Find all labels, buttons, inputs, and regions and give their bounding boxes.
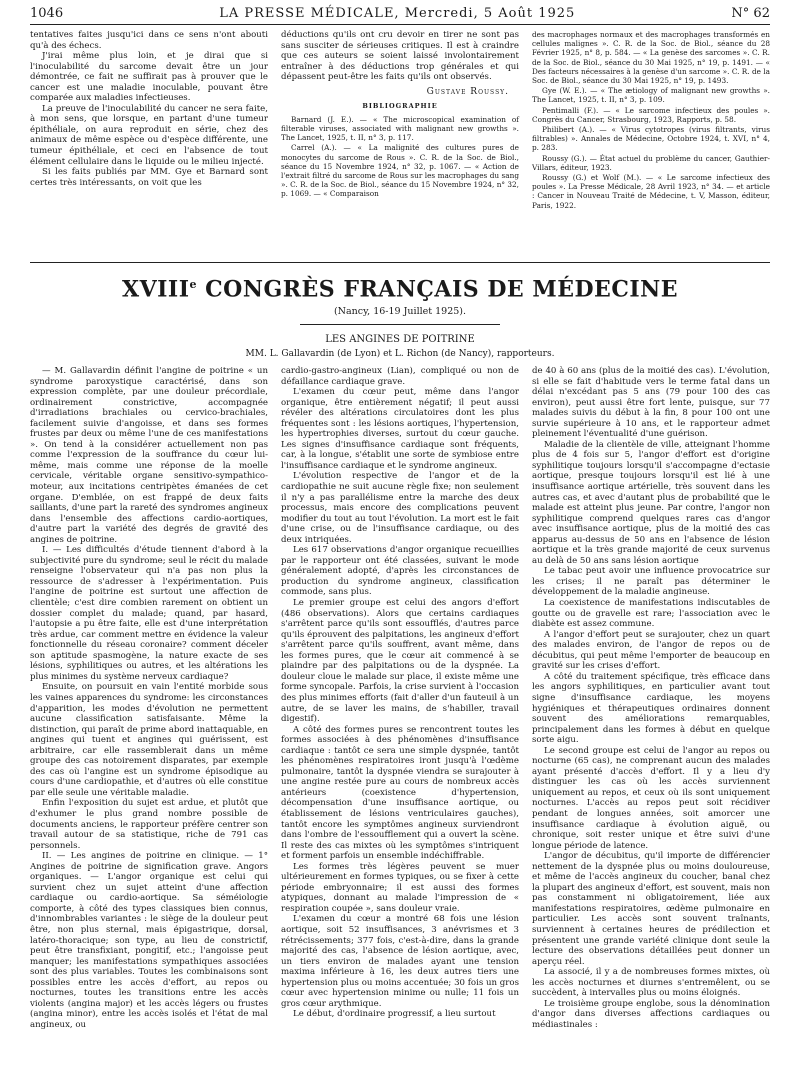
paragraph: A côté du traitement spécifique, très efficace dans les angors syphilitiques, en particulier avant tout signe d'insuffisance cardiaque, les moyens hygiéniques et thérapeutiques ordinaires donnent souvent des améliorations remarquables, principalement dans les formes à début en quelque sorte aigu. xyxy=(532,671,770,746)
top-column-1 xyxy=(30,30,268,188)
paragraph: tentatives faites jusqu'ici dans ce sens n'ont abouti qu'à des échecs. xyxy=(30,30,268,51)
paragraph: des macrophages normaux et des macrophages transformés en cellules malignes ». C. R. de la Soc. de Biol., séance du 28 Février 1925, n° 8, p. 584. — « La genèse des sarcomes ». C. R. de la Soc. de Biol., séance du 30 Mai 1925, n° 19, p. 1491. — « Des facteurs nécessaires à la genèse d'un sarcome ». C. R. de la Soc. de Biol., séance du 30 Mai 1925, n° 19, p. 1493. xyxy=(532,30,770,86)
paragraph: Si les faits publiés par MM. Gye et Barnard sont certes très intéressants, on voit que les xyxy=(30,167,268,188)
paragraph: Les formes très légères peuvent se muer ultérieurement en formes typiques, ou se fixer à cette période embryonnaire; il est aussi des formes atypiques, donnant au malade l'impression de « respiration coupée », sans douleur vraie. xyxy=(281,861,519,914)
paragraph: Maladie de la clientèle de ville, atteignant l'homme plus de 4 fois sur 5, l'angor d'effort est d'origine syphilitique toujours lorsqu'il s'accompagne d'ectasie aortique, presque toujours lorsqu'il est lié à une insuffisance aortique artérielle, très souvent dans les autres cas, et avec d'autant plus de probabilité que le malade est atteint plus jeune. Par contre, l'angor non syphilitique comprend quelques rares cas d'angor avec insuffisance aortique, plus de la moitié des cas apparus au-dessus de 50 ans en l'absence de lésion aortique et la très grande majorité de ceux survenus au delà de 50 ans sans lésion aortique xyxy=(532,439,770,566)
paragraph: Les 617 observations d'angor organique recueillies par le rapporteur ont été classées, suivant le mode généralement adopté, d'après les circonstances de production du syndrome angineux, classification commode, sans plus. xyxy=(281,545,519,598)
paragraph: La associé, il y a de nombreuses formes mixtes, où les accès nocturnes et diurnes s'entremêlent, ou se succèdent, à intervalles plus ou moins éloignés. xyxy=(532,967,770,999)
rapporteurs-line: MM. L. Gallavardin (de Lyon) et L. Richon (de Nancy), rapporteurs. xyxy=(245,349,555,359)
paragraph: Enfin l'exposition du sujet est ardue, et plutôt que d'exhumer le plus grand nombre possible de documents anciens, le rapporteur préfère centrer son travail autour de sa statistique, riche de 791 cas personnels. xyxy=(30,798,268,851)
paragraph: Philibert (A.). — « Virus cytotropes (virus filtrants, virus filtrables) ». Annales de Médecine, Octobre 1924, t. XVI, n° 4, p. 283. xyxy=(532,125,770,153)
main-column-3 xyxy=(532,366,770,1030)
main-column-1 xyxy=(30,366,268,1030)
paragraph: de 40 à 60 ans (plus de la moitié des cas). L'évolution, si elle se fait d'habitude vers le terme fatal dans un délai n'excédant pas 5 ans (79 pour 100 des cas environ), peut aussi être fort lente, puisque, sur 77 malades suivis du début à la fin, 8 pour 100 ont une survie supérieure à 10 ans, et le rapporteur admet pleinement l'éventualité d'une guérison. xyxy=(532,366,770,440)
bibliography-title: BIBLIOGRAPHIE xyxy=(362,102,438,111)
paragraph: II. — Les angines de poitrine en clinique. — 1° Angines de poitrine de signification grave. Angors organiques. — L'angor organique est celui qui survient chez un sujet atteint d'une affection cardiaque ou cardio-aortique. Sa séméiologie comporte, à côté des types classiques bien connus, d'innombrables variantes : le siège de la douleur peut être, non plus sternal, mais épigastrique, dorsal, latéro-thoracique; son type, au lieu de constrictif, peut être transfixiant, pongitif, etc.; l'angoisse peut manquer; les manifestations sympathiques associées sont des plus variables. Toutes les combinaisons sont possibles entre les accès d'effort, au repos ou nocturnes, toutes les transitions entre les accès violents (angina major) et les accès légers ou frustes (angina minor), entre les accès isolés et l'état de mal angineux, ou xyxy=(30,851,268,1030)
paragraph: La preuve de l'inoculabilité du cancer ne sera faite, à mon sens, que lorsque, en partant d'une tumeur épithéliale, on aura reproduit en série, chez des animaux de même espèce ou d'espèce différente, une tumeur épithéliale, et ceci en l'absence de tout élément cellulaire dans le liquide ou le milieu injecté. xyxy=(30,103,268,167)
congress-heading xyxy=(30,271,770,317)
paragraph: Roussy (G.). — État actuel du problème du cancer, Gauthier-Villars, éditeur, 1923. xyxy=(532,153,770,172)
author-signature: Gustave Roussy. xyxy=(426,86,509,97)
paragraph: La coexistence de manifestations indiscutables de goutte ou de gravelle est rare; l'association avec le diabète est assez commune. xyxy=(532,598,770,630)
page-number: 1046 xyxy=(30,5,64,21)
article-conclusion xyxy=(281,30,519,83)
main-column-2 xyxy=(281,366,519,1020)
paragraph: Carrel (A.). — « La malignité des cultures pures de monocytes du sarcome de Rous ». C. R. de la Soc. de Biol., séance du 15 Novembre 1924, n° 32, p. 1067. — « Action de l'extrait filtré du sarcome de Rous sur les macrophages du sang ». C. R. de la Soc. de Biol., séance du 15 Novembre 1924, n° 32, p. 1069. — « Comparaison xyxy=(281,143,519,199)
paragraph: — M. Gallavardin définit l'angine de poitrine « un syndrome paroxystique caractérisé, dans son expression complète, par une douleur précordiale, ordinairement constrictive, accompagnée d'irradiations brachiales ou cervico-brachiales, facilement suivie d'angoisse, et dans ses formes frustes par deux ou même l'une de ces manifestations ». On tend à la considérer actuellement non pas comme l'expression de la souffrance du cœur lui-même, mais comme une réponse de la moelle cervicale, véritable organe sensitivo-sympathico-moteur, aux incitations centripètes émanées de cet organe. D'emblée, on est frappé de deux faits saillants, d'une part la rareté des syndromes angineux dans l'ensemble des affections cardio-aortiques, d'autre part la variété des degrés de gravité des angines de poitrine. xyxy=(30,366,268,545)
congress-subtitle: (Nancy, 16-19 Juillet 1925). xyxy=(333,306,467,318)
paragraph: déductions qu'ils ont cru devoir en tirer ne sont pas sans susciter de sérieuses critiques. Il est à craindre que ces auteurs se soient laissé involontairement entraîner à des déductions trop générales et qui dépassent peut-être les faits qu'ils ont observés. xyxy=(281,30,519,83)
paragraph: Le début, d'ordinaire progressif, a lieu surtout xyxy=(293,1009,496,1020)
section-rule-top xyxy=(30,262,770,263)
congress-title: XVIIIe CONGRÈS FRANÇAIS DE MÉDECINE xyxy=(122,276,678,303)
paragraph: L'examen du cœur a montré 68 fois une lésion aortique, soit 52 insuffisances, 3 anévrismes et 3 rétrécissements; 377 fois, c'est-à-dire, dans la grande majorité des cas, l'absence de lésion aortique, avec, un tiers environ de malades ayant une tension maxima inférieure à 16, les deux autres tiers une hypertension plus ou moins accentuée; 30 fois un gros cœur avec hypertension minime ou nulle; 11 fois un gros cœur arythmique. xyxy=(281,914,519,1009)
paragraph: L'évolution respective de l'angor et de la cardiopathie ne suit aucune règle fixe; non seulement il n'y a pas parallélisme entre la marche des deux processus, mais encore des complications peuvent modifier du tout au tout l'évolution. La mort est le fait d'une crise, ou de l'insuffisance cardiaque, ou des deux intriquées. xyxy=(281,471,519,545)
journal-title: LA PRESSE MÉDICALE, Mercredi, 5 Août 1925 xyxy=(219,5,576,21)
header-rule xyxy=(30,24,770,25)
paragraph: L'examen du cœur peut, même dans l'angor organique, être entièrement négatif; il peut aussi révéler des altérations circulatoires dont les plus fréquentes sont : les lésions aortiques, l'hypertension, les hypertrophies diverses, surtout du cœur gauche. Les signes d'insuffisance cardiaque sont fréquents, car, à la longue, s'établit une sorte de symbiose entre l'insuffisance cardiaque et le syndrome angineux. xyxy=(281,387,519,471)
bibliography-list xyxy=(281,115,519,199)
paragraph: Gye (W. E.). — « The ætiology of malignant new growths ». The Lancet, 1925, t. II, n° 3, p. 109. xyxy=(532,86,770,105)
paragraph: I. — Les difficultés d'étude tiennent d'abord à la subjectivité pure du syndrome; seul le récit du malade renseigne l'observateur qui n'a pas non plus la ressource de s'adresser à l'expérimentation. Puis l'angine de poitrine est surtout une affection de clientèle; c'est dire combien rarement on obtient un dossier complet du malade; quand, par hasard, l'autopsie a pu être faite, elle est d'une interprétation très ardue, car comment mettre en évidence la valeur fonctionnelle du réseau coronaire? comment déceler son aptitude spasmogène, la nature exacte de ses lésions, syphilitiques ou autres, et les altérations les plus minimes du système nerveux cardiaque? xyxy=(30,545,268,682)
paragraph: A côté des formes pures se rencontrent toutes les formes associées à des phénomènes d'insuffisance cardiaque : tantôt ce sera une simple dyspnée, tantôt les phénomènes respiratoires iront jusqu'à l'œdème pulmonaire, tantôt la dyspnée viendra se surajouter à une angine restée pure au cours de nombreux accès antérieurs (coexistence d'hypertension, décompensation d'une insuffisance aortique, ou établissement de lésions ventriculaires gauches), tantôt encore les symptômes angineux surviendront dans l'ombre de l'essoufflement qui a ouvert la scène. Il reste des cas mixtes où les symptômes s'intriquent et forment parfois un ensemble indéchiffrable. xyxy=(281,724,519,862)
section-heading: LES ANGINES DE POITRINE xyxy=(325,334,475,345)
paragraph: Le tabac peut avoir une influence provocatrice sur les crises; il ne paraît pas déterminer le développement de la maladie angineuse. xyxy=(532,566,770,598)
bibliography-continued xyxy=(532,30,770,211)
paragraph: Barnard (J. E.). — « The microscopical examination of filterable viruses, associated with malignant new growths ». The Lancet, 1925, t. II, n° 3, p. 117. xyxy=(281,114,519,143)
top-column-2 xyxy=(281,30,519,200)
paragraph: A l'angor d'effort peut se surajouter, chez un quart des malades environ, de l'angor de repos ou de décubitus, qui peut même l'emporter de beaucoup en gravité sur les crises d'effort. xyxy=(532,629,770,672)
paragraph: Ensuite, on poursuit en vain l'entité morbide sous les vaines apparences du syndrome: les circonstances d'apparition, les modes d'évolution ne permettent aucune classification satisfaisante. Même la distinction, qui paraît de prime abord inattaquable, en angines qui tuent et angines qui guérissent, est arbitraire, car elle rassemblerait dans un même groupe des cas notoirement disparates, par exemple des cas où l'angine est un syndrome épisodique au cours d'une cardiopathie, et d'autres où elle constitue par elle seule une véritable maladie. xyxy=(30,682,268,798)
paragraph: cardio-gastro-angineux (Lian), compliqué ou non de défaillance cardiaque grave. xyxy=(281,366,519,387)
paragraph: Le troisième groupe englobe, sous la dénomination d'angor dans diverses affections cardiaques ou médiastinales : xyxy=(532,998,770,1030)
paragraph: J'irai même plus loin, et je dirai que si l'inoculabilité du sarcome devait être un jour démontrée, ce fait ne suffirait pas à prouver que le cancer est une maladie inoculable, pouvant être comparée aux maladies infectieuses. xyxy=(30,51,268,104)
paragraph: Le second groupe est celui de l'angor au repos ou nocturne (65 cas), ne comprenant aucun des malades ayant présenté d'accès d'effort. Il y a lieu d'y distinguer les cas où les accès surviennent uniquement au repos, et ceux où ils sont uniquement nocturnes. L'accès au repos peut soit récidiver pendant de longues années, soit amorcer une insuffisance cardiaque à évolution aiguë, ou chronique, soit rester unique et être suivi d'une longue période de latence. xyxy=(532,745,770,851)
paragraph: Le premier groupe est celui des angors d'effort (486 observations). Alors que certains cardiaques s'arrêtent parce qu'ils sont essoufflés, d'autres parce qu'ils éprouvent des palpitations, les angineux d'effort s'arrêtent parce qu'ils souffrent, avant même, dans les formes pures, que le cœur ait commencé à se plaindre par des palpitations ou de la dyspnée. La douleur cloue le malade sur place, il existe même une forme syncopale. Parfois, la crise survient à l'occasion des plus minimes efforts (fait d'aller d'un fauteuil à un autre, de se laver les mains, de s'habiller, travail digestif). xyxy=(281,598,519,725)
running-head xyxy=(30,4,770,22)
section-rule-mid xyxy=(300,324,500,325)
paragraph: Pentimalli (F.). — « Le sarcome infectieux des poules ». Congrès du Cancer, Strasbourg, 1923, Rapports, p. 58. xyxy=(532,105,770,124)
issue-number: N° 62 xyxy=(731,5,770,21)
paragraph: Roussy (G.) et Wolf (M.). — « Le sarcome infectieux des poules ». La Presse Médicale, 28 Avril 1923, n° 34. — et article : Cancer in Nouveau Traité de Médecine, t. V, Masson, éditeur, Paris, 1922. xyxy=(532,173,770,210)
paragraph: L'angor de décubitus, qu'il importe de différencier nettement de la dyspnée plus ou moins douloureuse, et même de l'accès angineux du coucher, banal chez la plupart des angineux d'effort, est souvent, mais non pas constamment ni obligatoirement, liée aux manifestations respiratoires, œdème pulmonaire en particulier. Les accès sont souvent traînants, surviennent à certaines heures de prédilection et présentent une grande variété clinique dont seule la lecture des observations détaillées peut donner un aperçu réel. xyxy=(532,851,770,967)
